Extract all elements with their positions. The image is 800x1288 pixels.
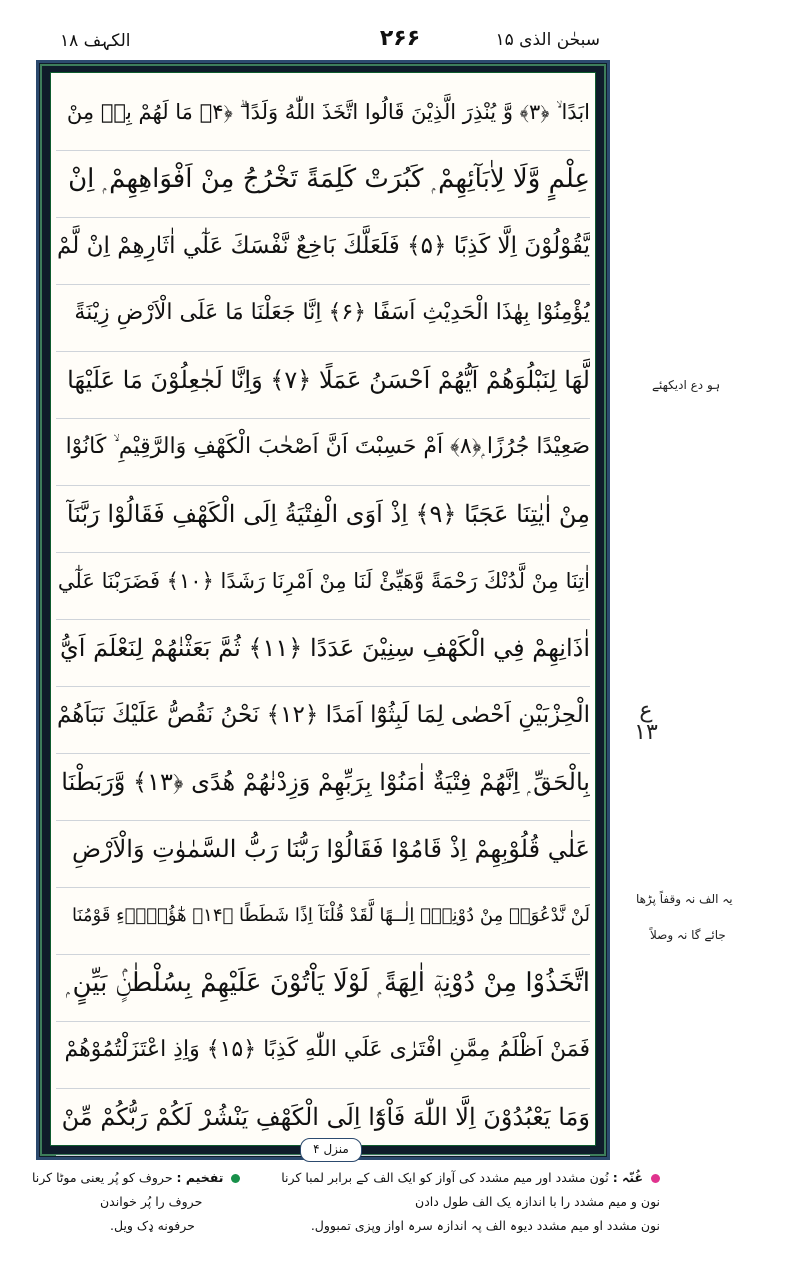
verse-line: اتَّخَذُوْا مِنْ دُوْنِهٖٓ اٰلِهَةً ۭ لَوْلَا يَاْتُوْنَ عَلَيْهِمْ بِسُلْطٰنٍۢ بَيِّنٍ ۭ — [56, 955, 590, 1022]
tafkhim-text-persian: حروف را پُر خواندن — [100, 1194, 203, 1209]
verse-line: الْحِزْبَيْنِ اَحْصٰى لِمَا لَبِثُوْٓا اَمَدًا ﴿۱۲﴾ نَحْنُ نَقُصُّ عَلَيْكَ نَبَاَهُمْ — [56, 687, 590, 754]
verse-line: اٰتِنَا مِنْ لَّدُنْكَ رَحْمَةً وَّهَيِّئْ لَنَا مِنْ اَمْرِنَا رَشَدًا ﴿۱۰﴾ فَضَرَبْنَا عَلٰٓي — [56, 553, 590, 620]
verse-line: وَمَا يَعْبُدُوْنَ اِلَّا اللّٰهَ فَاْوٗٓا اِلَى الْكَهْفِ يَنْشُرْ لَكُمْ رَبُّكُمْ مِّنْ — [56, 1089, 590, 1156]
ghunna-text-persian: نون و میم مشدد را با اندازہ یک الف طول دادن — [415, 1194, 660, 1209]
verse-line: عَلٰي قُلُوْبِهِمْ اِذْ قَامُوْا فَقَالُوْا رَبُّنَا رَبُّ السَّمٰوٰتِ وَالْاَرْضِ — [56, 821, 590, 888]
margin-note-alif-line2: جائے گا نہ وصلاً — [650, 928, 726, 942]
verse-line: بِالْحَقِّ ۭ اِنَّهُمْ فِتْيَةٌ اٰمَنُوْا بِرَبِّهِمْ وَزِدْنٰهُمْ هُدًى ﴿۱۳﴾ وَّرَبَطْنَا — [56, 754, 590, 821]
ghunna-text-pashto: نون مشدد او میم مشدد دیوہ الف پہ اندازہ سرہ اواز وپزی تمبوول. — [310, 1218, 660, 1233]
verse-lines — [56, 84, 590, 1156]
verse-line: اٰذَانِهِمْ فِي الْكَهْفِ سِنِيْنَ عَدَدًا ﴿۱۱﴾ ثُمَّ بَعَثْنٰهُمْ لِنَعْلَمَ اَيُّ — [56, 620, 590, 687]
verse-line: صَعِيْدًا جُرُزًا ۭ﴿۸﴾ اَمْ حَسِبْتَ اَنَّ اَصْحٰبَ الْكَهْفِ وَالرَّقِيْمِ ۙ كَانُوْا — [56, 419, 590, 486]
verse-line: لَنْ نَّدْعُوَا۟ مِنْ دُوْنِهٖٓ اِلٰــهًا لَّقَدْ قُلْنَآ اِذًا شَطَطًا ﴿۱۴﴾ هٰٓؤُلَاۗءِ قَوْمُنَا — [56, 888, 590, 955]
juz-name: سبحٰن الذی ۱۵ — [495, 30, 600, 50]
manzil-marker: منزل ۴ — [300, 1138, 362, 1162]
verse-line: يَّقُوْلُوْنَ اِلَّا كَذِبًا ﴿۵﴾ فَلَعَلَّكَ بَاخِعٌ نَّفْسَكَ عَلٰٓي اٰثَارِهِمْ اِنْ لَّمْ — [56, 218, 590, 285]
verse-line: مِنْ اٰيٰتِنَا عَجَبًا ﴿۹﴾ اِذْ اَوَى الْفِتْيَةُ اِلَى الْكَهْفِ فَقَالُوْا رَبَّنَآ — [56, 486, 590, 553]
verse-line: لَّهَا لِنَبْلُوَهُمْ اَيُّهُمْ اَحْسَنُ عَمَلًا ﴿۷﴾ وَاِنَّا لَجٰعِلُوْنَ مَا عَلَيْهَا — [56, 352, 590, 419]
verse-line: ابَدًا ۙ ﴿۳﴾ وَّ يُنْذِرَ الَّذِيْنَ قَالُوا اتَّخَذَ اللّٰهُ وَلَدًا ۗ ﴿۴﴾ مَا لَهُمْ بِهٖ مِنْ — [56, 84, 590, 151]
legend-tafkhim — [32, 1170, 240, 1185]
ghunna-label: غُنّہ : — [612, 1170, 644, 1185]
tafkhim-text-pashto: حرفونه ډک ويل. — [110, 1218, 195, 1233]
tafkhim-text-urdu: حروف کو پُر یعنی موٹا کرنا — [32, 1170, 173, 1185]
verse-line: عِلْمٍ وَّلَا لِاٰبَآئِهِمْ ۭ كَبُرَتْ كَلِمَةً تَخْرُجُ مِنْ اَفْوَاهِهِمْ ۭ اِنْ — [56, 151, 590, 218]
verse-line: فَمَنْ اَظْلَمُ مِمَّنِ افْتَرٰى عَلَي اللّٰهِ كَذِبًا ﴿۱۵﴾ وَاِذِ اعْتَزَلْتُمُوْهُمْ — [56, 1022, 590, 1089]
surah-name: الکہف ۱۸ — [60, 31, 131, 51]
margin-note-alif-line1: یہ الف نہ وقفاً پڑھا — [636, 892, 733, 906]
verse-line: يُؤْمِنُوْا بِهٰذَا الْحَدِيْثِ اَسَفًا ﴿۶﴾ اِنَّا جَعَلْنَا مَا عَلَى الْاَرْضِ زِيْنَةً — [56, 285, 590, 352]
ghunna-text-urdu: نُون مشدد اور میم مشدد کی آواز کو ایک الف کے برابر لمبا کرنا — [281, 1170, 609, 1185]
page-number: ۲۶۶ — [379, 26, 421, 51]
ruku-marker: ع ۱۳ — [634, 698, 658, 745]
tafkhim-color-dot — [231, 1174, 240, 1183]
margin-note-sajdah: ہو دع ادیکھئے — [652, 378, 721, 392]
tafkhim-label: تفخیم : — [176, 1170, 224, 1185]
legend-ghunna — [281, 1170, 660, 1185]
ghunna-color-dot — [651, 1174, 660, 1183]
